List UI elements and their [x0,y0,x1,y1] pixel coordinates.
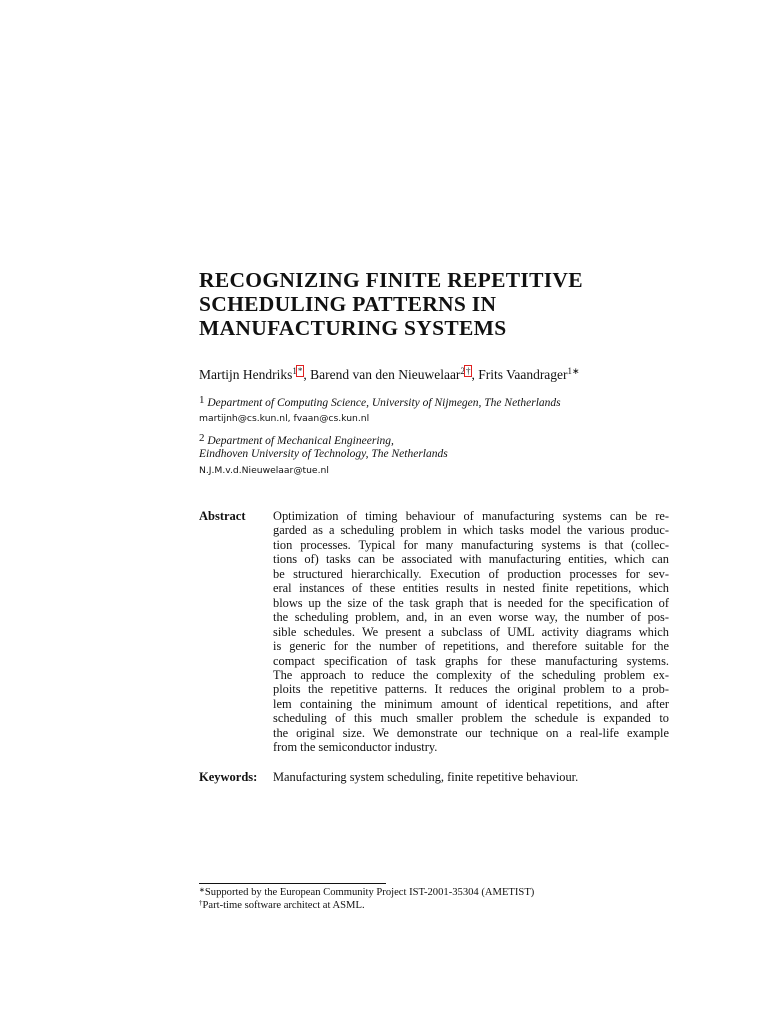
abstract-body [273,509,669,755]
affiliation-2-line-2 [199,447,679,462]
abstract-line: the scheduling problem, and, in an even worse way, the number of pos- [273,610,669,625]
affiliation-text: Department of Mechanical Engineering, [207,435,394,447]
abstract-line: tion processes. Typical for many manufacturing systems is that (collec- [273,537,669,552]
author-separator: , [471,367,479,382]
title-line: RECOGNIZING FINITE REPETITIVE [199,268,583,292]
author-name: Barend van den Nieuwelaar [310,367,461,382]
abstract-line: is generic for the number of repetitions, and therefore suitable for the [273,639,669,654]
footnote-mark: † [199,899,203,907]
affiliation-mark: 1∗ [567,366,580,376]
footnote-text: Part-time software architect at ASML. [202,900,365,911]
keywords-label: Keywords: [199,770,258,784]
abstract-line: garded as a scheduling problem in which tasks model the various produc- [273,523,669,538]
abstract-line: the original size. We demonstrate our technique on a real-life example [273,725,669,740]
abstract-line: sible schedules. We present a subclass of UML activity diagrams which [273,624,669,639]
affiliation-mark: 2 [460,366,465,376]
abstract-line: eral instances of these entities results in nested finite repetitions, which [273,581,669,596]
abstract-line: from the semiconductor industry. [273,740,438,755]
abstract-line: ploits the repetitive patterns. It reduces the original problem to a prob- [273,682,669,697]
affiliation-text: Department of Computing Science, University of Nijmegen, The Netherlands [207,397,561,409]
author-separator: , [303,367,311,382]
footnote-1 [199,886,534,899]
affiliation-text: Eindhoven University of Technology, The Netherlands [199,448,448,460]
abstract-label: Abstract [199,509,246,523]
abstract-line: The approach to reduce the complexity of the scheduling problem ex- [273,667,669,682]
abstract-line: lem containing the minimum amount of identical repetitions, and after [273,696,669,711]
footnote-2 [199,899,365,912]
paper-title [199,268,679,340]
footnote-text: Supported by the European Community Project IST-2001-35304 (AMETIST) [204,887,535,898]
footnote-divider [199,883,386,884]
abstract-line: scheduling of this much smaller problem the schedule is expanded to [273,711,669,726]
abstract-line: blows up the size of the task graph that is needed for the specification of [273,595,669,610]
title-line: SCHEDULING PATTERNS IN [199,292,497,316]
footnote-mark: ∗ [199,886,205,894]
affiliation-number: 1 [199,394,205,406]
affiliation-2-email: N.J.M.v.d.Nieuwelaar@tue.nl [199,465,329,476]
author-list [199,367,679,383]
abstract-line: Optimization of timing behaviour of manufacturing systems can be re- [273,509,669,523]
author-name: Martijn Hendriks [199,367,293,382]
affiliation-1-email: martijnh@cs.kun.nl, fvaan@cs.kun.nl [199,413,370,424]
footnote-link[interactable]: † [465,366,471,376]
affiliation-number: 2 [199,432,205,444]
author-name: Frits Vaandrager [478,367,568,382]
footnote-link[interactable]: * [297,366,303,376]
affiliation-mark: 1 [292,366,297,376]
abstract-line: be structured hierarchically. Execution of production processes for sev- [273,566,669,581]
keywords-text: Manufacturing system scheduling, finite repetitive behaviour. [273,770,579,784]
abstract-line: compact specification of task graphs for these manufacturing systems. [273,653,669,668]
abstract-line: tions of) tasks can be associated with manufacturing entities, which can [273,552,669,567]
title-line: MANUFACTURING SYSTEMS [199,316,507,340]
affiliation-1 [199,393,679,411]
